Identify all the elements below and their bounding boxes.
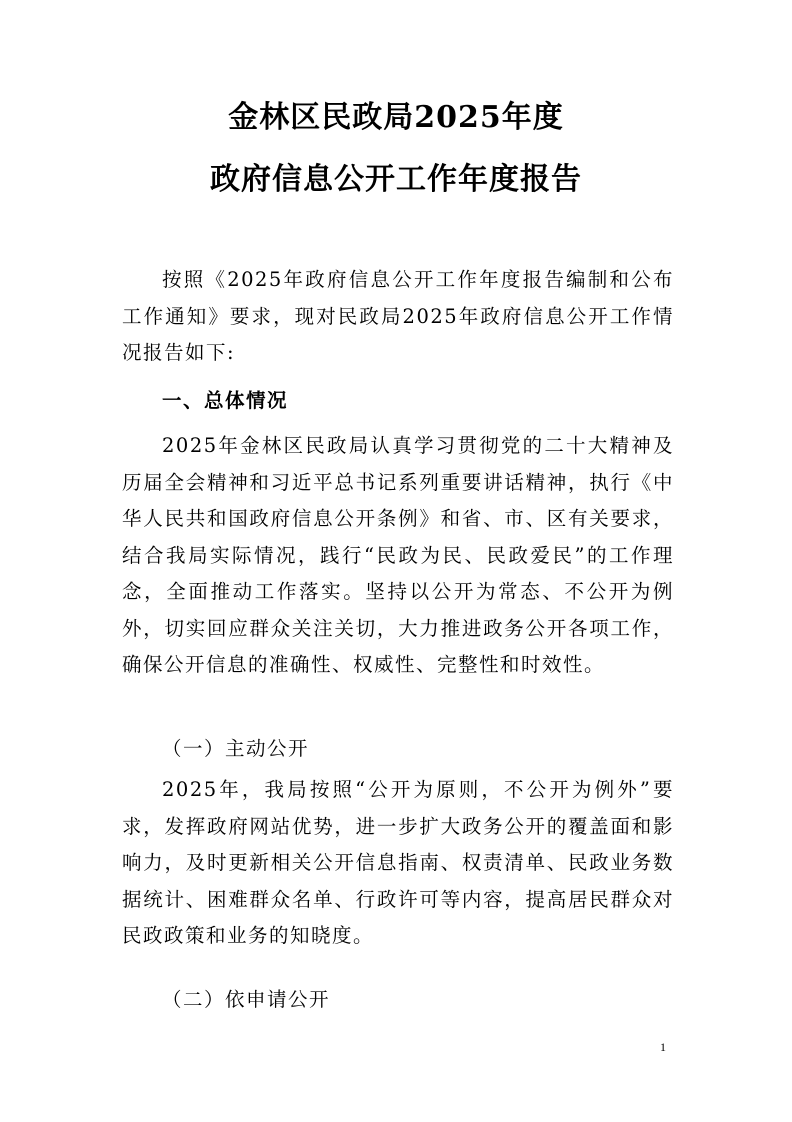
active-disclosure-paragraph: 2025年，我局按照“公开为原则，不公开为例外”要求，发挥政府网站优势，进一步扩大政务公开的覆盖面和影响力，及时更新相关公开信息指南、权责清单、民政业务数据统计、困难群众名单、行政许可等内容，提高居民群众对民政政策和业务的知晓度。 bbox=[122, 778, 674, 947]
page-number: 1 bbox=[660, 1040, 666, 1054]
overall-situation-paragraph: 2025年金林区民政局认真学习贯彻党的二十大精神及历届全会精神和习近平总书记系列重要讲话精神，执行《中华人民共和国政府信息公开条例》和省、市、区有关要求，结合我局实际情况，践行“民政为民、民政爱民”的工作理念，全面推动工作落实。坚持以公开为常态、不公开为例外，切实回应群众关注关切，大力推进政务公开各项工作，确保公开信息的准确性、权威性、完整性和时效性。 bbox=[122, 434, 674, 676]
report-title-line2: 政府信息公开工作年度报告 bbox=[210, 162, 582, 197]
subsection-heading-active-disclosure: （一）主动公开 bbox=[162, 737, 310, 760]
intro-paragraph: 按照《2025年政府信息公开工作年度报告编制和公布工作通知》要求，现对民政局2025年政府信息公开工作情况报告如下: bbox=[122, 268, 674, 364]
subsection-heading-request-disclosure: （二）依申请公开 bbox=[162, 988, 331, 1011]
report-title-line1: 金林区民政局2025年度 bbox=[228, 100, 564, 135]
section-heading-overall: 一、总体情况 bbox=[162, 389, 289, 412]
